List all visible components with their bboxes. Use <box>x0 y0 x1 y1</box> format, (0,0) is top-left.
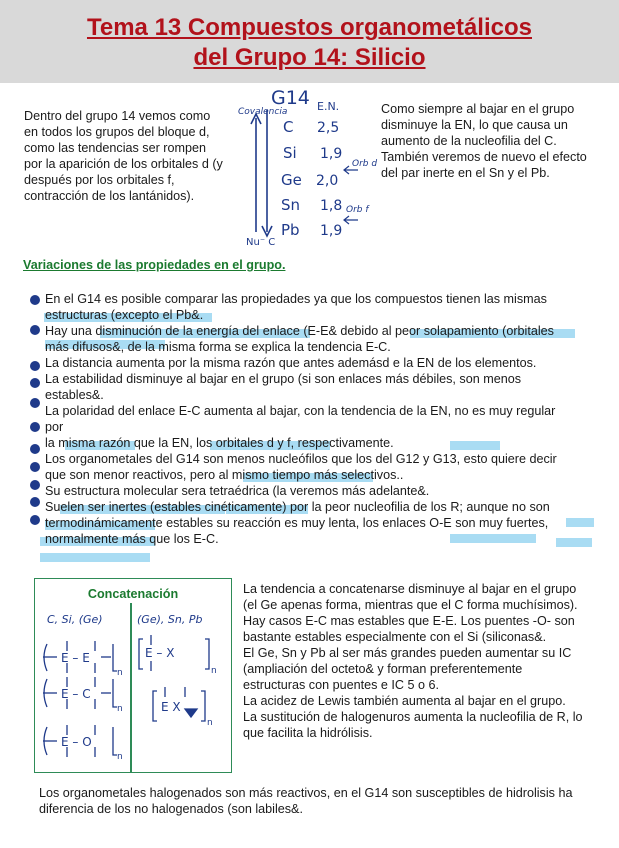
bullet-dot <box>30 444 40 454</box>
element-en-value: 2,0 <box>316 173 339 189</box>
page-title-line1: Tema 13 Compuestos organometálicos <box>86 14 532 41</box>
bullet-dot <box>30 398 40 408</box>
struct-e-o-label: E – O <box>61 735 92 749</box>
orb-d-label: Orb d <box>352 159 378 169</box>
properties-text <box>45 291 575 547</box>
text-line: La polaridad del enlace E-C aumenta al bajar, con la tendencia de la EN, no es muy regular por <box>45 404 556 434</box>
orb-f-arrow <box>344 216 358 224</box>
text-line: estables&. <box>45 388 104 402</box>
struct-subscript: n <box>117 668 123 678</box>
orb-d-arrow <box>344 166 358 174</box>
intro-right-paragraph: Como siempre al bajar en el grupo disminuye la EN, lo que causa un aumento de la nucleofilia del C. También veremos de nuevo el efecto del par inerte en el Sn y el Pb. <box>381 102 587 180</box>
highlight-mark <box>40 553 150 562</box>
element-symbol: Si <box>283 144 297 162</box>
text-line: Su estructura molecular sera tetraédrica (la veremos más adelante&. <box>45 484 430 498</box>
concatenation-box <box>34 578 232 773</box>
struct-e-x-label: E – X <box>145 646 175 660</box>
element-symbol: Sn <box>281 196 301 214</box>
text-line: la misma razón que la EN, los orbitales d y f, respectivamente. <box>45 436 394 450</box>
nucleophilia-arrow-head <box>262 226 272 236</box>
text-line: que son menor reactivos, pero al mismo tiempo más selectivos.. <box>45 468 404 482</box>
text-line: La estabilidad disminuye al bajar en el grupo (si son enlaces más débiles, son menos <box>45 372 522 386</box>
concatenation-title: Concatenación <box>87 587 179 601</box>
bullet-dot <box>30 295 40 305</box>
diagram-covalence-label: Covalencia <box>238 107 288 117</box>
text-line: estructuras (excepto el Pb&. <box>45 308 204 322</box>
page-title-line2: del Grupo 14: Silicio <box>193 44 426 71</box>
struct-e-c-label: E – C <box>61 687 91 701</box>
element-symbol: Pb <box>281 221 300 239</box>
element-en-value: 1,9 <box>320 146 343 162</box>
text-line: Los organometales del G14 son menos nucleófilos que los del G12 y G13, esto quiere decir <box>45 452 557 466</box>
bullet-dot <box>30 480 40 490</box>
bullet-dot <box>30 497 40 507</box>
text-line: termodinámicamente estables su reacción es muy lenta, los enlaces O-E son muy fuertes, <box>45 516 549 530</box>
struct-e-e-label: E – E <box>61 651 90 665</box>
bullet-dot <box>30 378 40 388</box>
bullet-dot <box>30 422 40 432</box>
struct-subscript: n <box>207 718 213 728</box>
col2-header: (Ge), Sn, Pb <box>137 613 203 626</box>
bullet-dot <box>30 515 40 525</box>
intro-left-paragraph: Dentro del grupo 14 vemos como en todos los grupos del bloque d, como las tendencias ser rompen por la aparición de los orbitales d (y después por los orbitales f, contracción de los lantánidos). <box>24 109 223 203</box>
concatenation-sketches <box>35 579 231 772</box>
text-line: normalmente más que los E-C. <box>45 532 219 546</box>
footer-paragraph: Los organometales halogenados son más reactivos, en el G14 son susceptibles de hidrolisis ha diferencia de los no halogenados (son labiles&. <box>39 786 573 816</box>
struct-subscript: n <box>117 752 123 762</box>
diagram-group-label: G14 <box>271 87 310 109</box>
element-symbol: Ge <box>281 171 302 189</box>
diagram-bottom-label: Nu⁻ C <box>246 237 276 248</box>
text-line: Suelen ser inertes (estables cinéticamente) por la peor nucleofilia de los R; aunque no son <box>45 500 550 514</box>
text-line: más difusos&, de la misma forma se explica la tendencia E-C. <box>45 340 391 354</box>
bullet-dot <box>30 325 40 335</box>
struct-e-x-bridge-label: E X <box>161 700 181 714</box>
text-line: En el G14 es posible comparar las propiedades ya que los compuestos tienen las mismas <box>45 292 547 306</box>
bullet-dot <box>30 462 40 472</box>
concatenation-text: La tendencia a concatenarse disminuye al bajar en el grupo (el Ge apenas forma, mientras que el C forma muchísimos). Hay casos E-C mas estables que E-E. Los puentes -O- son bastante estables especialmente con el Si (siliconas&. El Ge, Sn y Pb al ser más grandes pueden aumentar su IC (ampliación del octeto& y forman preferentemente estructuras con puentes e IC 5 o 6. La acidez de Lewis también aumenta al bajar en el grupo. La sustitución de halogenuros aumenta la nucleofilia de R, lo que facilita la hidrólisis. <box>243 582 583 740</box>
element-en-value: 1,9 <box>320 223 343 239</box>
col1-header: C, Si, (Ge) <box>47 613 103 626</box>
text-line: La distancia aumenta por la misma razón que antes ademásd e la EN de los elementos. <box>45 356 537 370</box>
element-symbol: C <box>283 118 294 136</box>
diagram-en-label: E.N. <box>317 100 340 113</box>
element-en-value: 1,8 <box>320 198 343 214</box>
element-en-value: 2,5 <box>317 120 340 136</box>
covalence-arrow-head <box>251 114 261 124</box>
struct-subscript: n <box>117 704 123 714</box>
bullet-dot <box>30 361 40 371</box>
orb-f-label: Orb f <box>346 205 369 215</box>
text-line: Hay una disminución de la energía del enlace (E-E& debido al peor solapamiento (orbitales <box>45 324 554 338</box>
section-title: Variaciones de las propiedades en el grupo. <box>23 258 286 272</box>
struct-subscript: n <box>211 666 217 676</box>
